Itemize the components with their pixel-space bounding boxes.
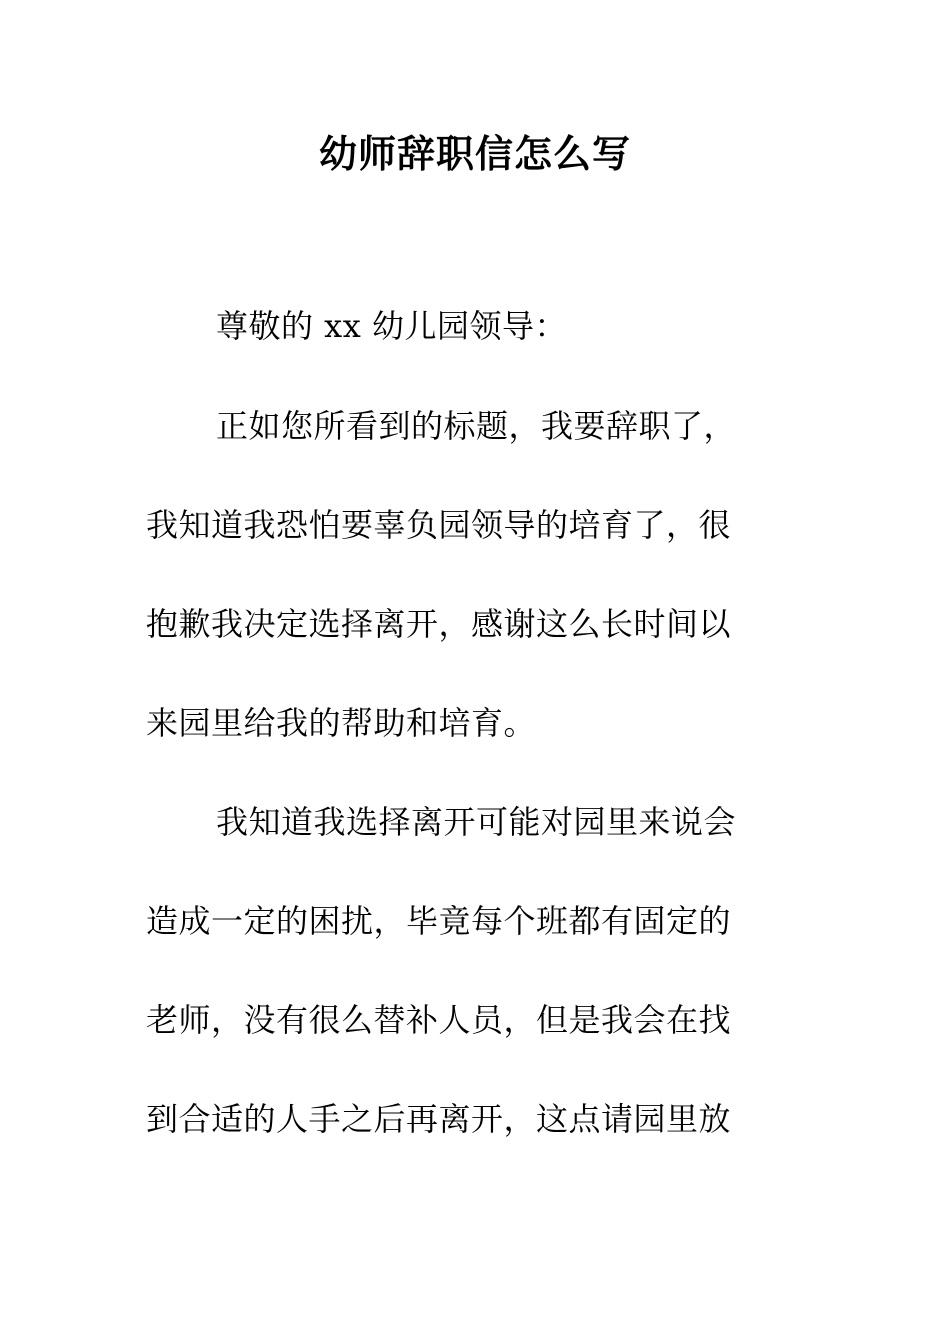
paragraph-line: 造成一定的困扰，毕竟每个班都有固定的 bbox=[146, 902, 732, 940]
paragraph-line: 正如您所看到的标题，我要辞职了， bbox=[216, 407, 737, 445]
paragraph-line: 我知道我恐怕要辜负园领导的培育了，很 bbox=[146, 506, 732, 544]
paragraph-line: 抱歉我决定选择离开，感谢这么长时间以 bbox=[146, 605, 732, 643]
paragraph-line: 我知道我选择离开可能对园里来说会 bbox=[216, 803, 737, 841]
paragraph-line: 到合适的人手之后再离开，这点请园里放 bbox=[146, 1100, 732, 1138]
paragraph-line: 老师，没有很么替补人员，但是我会在找 bbox=[146, 1001, 732, 1039]
paragraph-line: 来园里给我的帮助和培育。 bbox=[146, 704, 537, 742]
document-title: 幼师辞职信怎么写 bbox=[318, 131, 631, 176]
salutation-line: 尊敬的 xx 幼儿园领导： bbox=[216, 307, 567, 345]
